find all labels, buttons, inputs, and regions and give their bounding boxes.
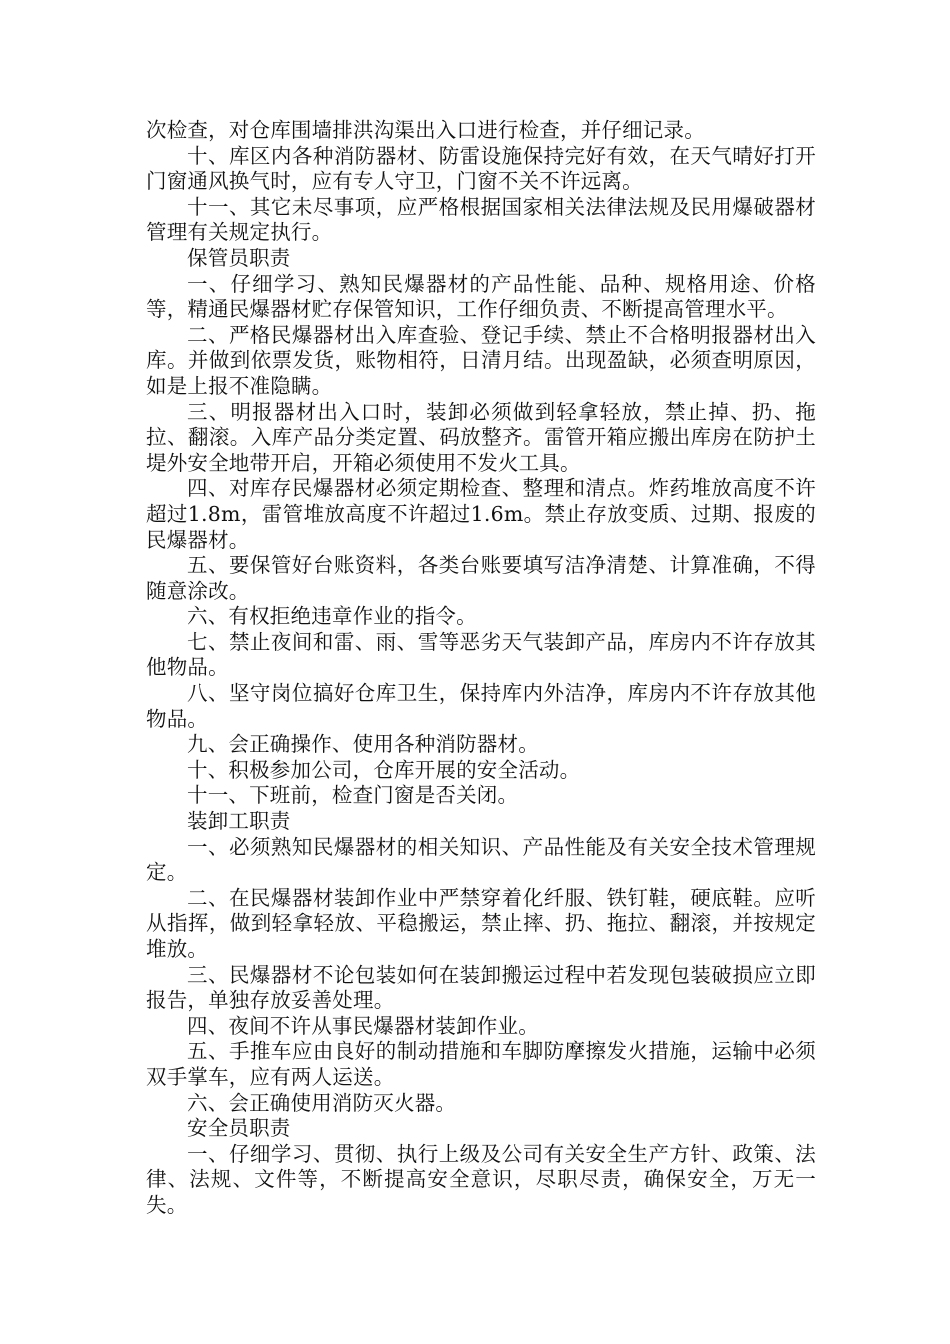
paragraph: 五、要保管好台账资料，各类台账要填写洁净清楚、计算准确，不得随意涂改。 <box>146 553 816 603</box>
paragraph: 七、禁止夜间和雷、雨、雪等恶劣天气装卸产品，库房内不许存放其他物品。 <box>146 629 816 680</box>
paragraph: 十、库区内各种消防器材、防雷设施保持完好有效，在天气晴好打开门窗通风换气时，应有专人守卫，门窗不关不许远离。 <box>146 143 816 194</box>
paragraph: 六、会正确使用消防灭火器。 <box>187 1090 457 1115</box>
paragraph: 一、必须熟知民爆器材的相关知识、产品性能及有关安全技术管理规定。 <box>146 834 816 885</box>
paragraph: 四、夜间不许从事民爆器材装卸作业。 <box>187 1013 539 1038</box>
paragraph: 二、严格民爆器材出入库查验、登记手续、禁止不合格明报器材出入库。并做到依票发货，账物相符，日清月结。出现盈缺，必须查明原因，如是上报不准隐瞒。 <box>146 322 816 398</box>
document-page <box>146 118 816 1219</box>
paragraph: 二、在民爆器材装卸作业中严禁穿着化纤服、铁钉鞋，硬底鞋。应听从指挥，做到轻拿轻放、平稳搬运，禁止摔、扔、拖拉、翻滚，并按规定堆放。 <box>146 885 816 961</box>
section-heading-keeper: 保管员职责 <box>187 245 291 270</box>
paragraph: 六、有权拒绝违章作业的指令。 <box>187 604 477 629</box>
paragraph: 十一、其它未尽事项，应严格根据国家相关法律法规及民用爆破器材管理有关规定执行。 <box>146 194 816 245</box>
section-heading-safety-officer: 安全员职责 <box>187 1116 291 1141</box>
paragraph: 四、对库存民爆器材必须定期检查、整理和清点。炸药堆放高度不许超过1.8m，雷管堆放高度不许超过1.6m。禁止存放变质、过期、报废的民爆器材。 <box>146 476 816 552</box>
paragraph: 八、坚守岗位搞好仓库卫生，保持库内外洁净，库房内不许存放其他物品。 <box>146 681 816 731</box>
paragraph: 九、会正确操作、使用各种消防器材。 <box>187 732 539 757</box>
paragraph: 五、手推车应由良好的制动措施和车脚防摩擦发火措施，运输中必须双手掌车，应有两人运送。 <box>146 1039 816 1089</box>
section-heading-loader: 装卸工职责 <box>187 809 291 834</box>
paragraph: 三、明报器材出入口时，装卸必须做到轻拿轻放，禁止掉、扔、拖拉、翻滚。入库产品分类定置、码放整齐。雷管开箱应搬出库房在防护土堤外安全地带开启，开箱必须使用不发火工具。 <box>146 399 816 475</box>
paragraph-continuation: 次检查，对仓库围墙排洪沟渠出入口进行检查，并仔细记录。 <box>146 118 705 142</box>
paragraph: 一、仔细学习、贯彻、执行上级及公司有关安全生产方针、政策、法律、法规、文件等，不断提高安全意识，尽职尽责，确保安全，万无一失。 <box>146 1141 816 1217</box>
paragraph: 十一、下班前，检查门窗是否关闭。 <box>187 783 519 808</box>
paragraph: 三、民爆器材不论包装如何在装卸搬运过程中若发现包装破损应立即报告，单独存放妥善处理。 <box>146 962 816 1013</box>
paragraph: 一、仔细学习、熟知民爆器材的产品性能、品种、规格用途、价格等，精通民爆器材贮存保管知识，工作仔细负责、不断提高管理水平。 <box>146 271 816 322</box>
paragraph: 十、积极参加公司，仓库开展的安全活动。 <box>187 757 581 782</box>
